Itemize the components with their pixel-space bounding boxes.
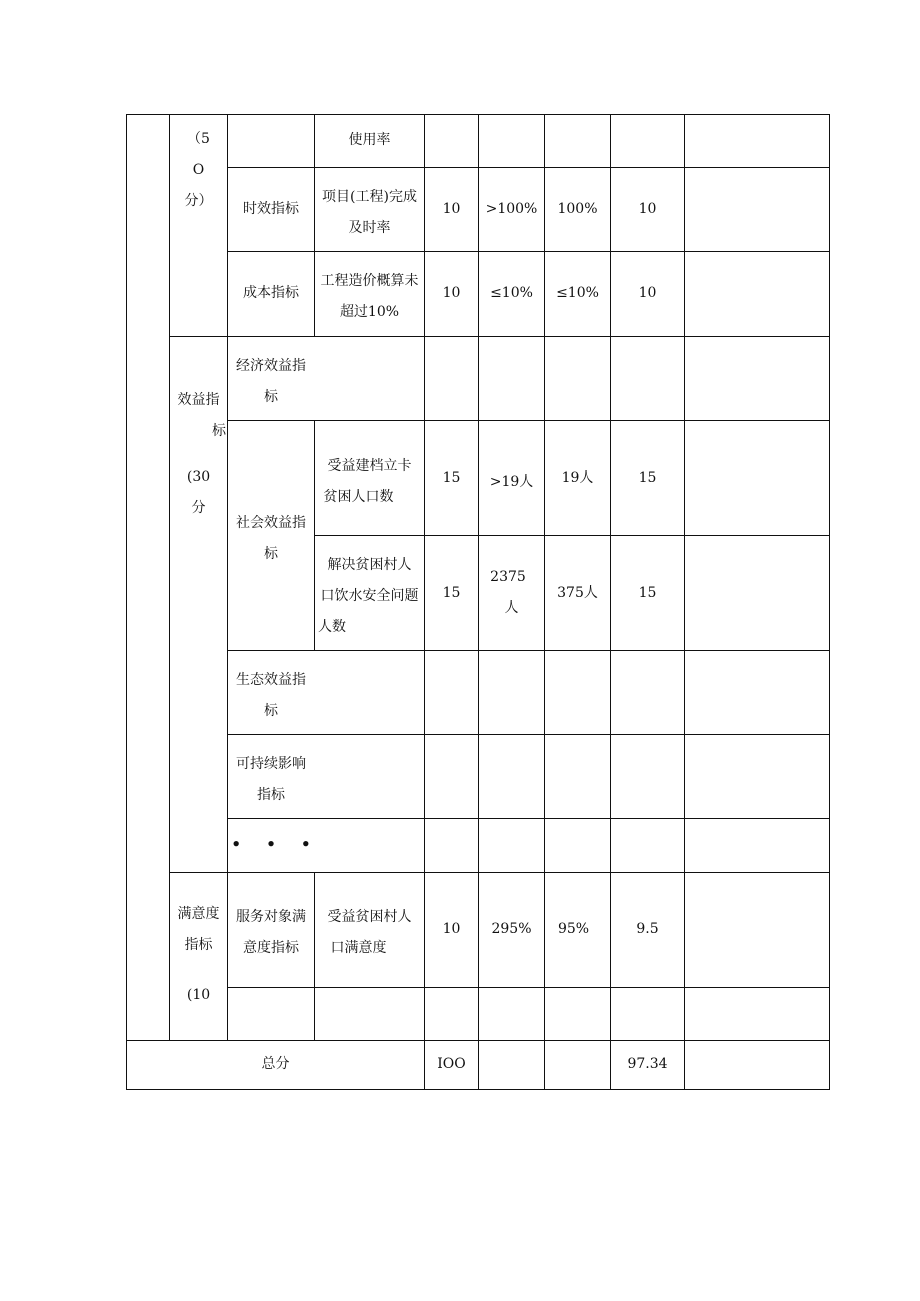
social-subcategory-line2: 标 [264,546,278,562]
row-line [227,167,830,168]
border-right [829,114,830,1090]
time-actual: 100% [557,201,598,217]
time-target: >100% [485,201,538,217]
benefit-score-line2: 分 [191,500,206,516]
benefit-score-line1: (30 [186,469,211,485]
social-row1-indicator-line1: 受益建档立卡 [327,458,412,474]
row-line [227,251,830,252]
satisfaction-indicator-line2: 口满意度 [330,940,387,956]
social-row2-actual: 375人 [557,585,598,601]
social-subcategory-line1: 社会效益指 [236,515,306,531]
economic-subcategory-line1: 经济效益指 [236,358,306,374]
output-score-line3: 分） [184,193,213,209]
satisfaction-label-line2: 指标 [184,937,213,953]
output-score-line2: O [192,162,205,178]
satisfaction-subcategory-line2: 意度指标 [243,940,299,956]
cost-target: ≤10% [490,285,533,301]
satisfaction-target: 295% [491,921,532,937]
social-row2-indicator-line3: 人数 [318,619,346,635]
cost-indicator-line2: 超过10% [339,304,400,320]
sustainable-subcategory-line2: 指标 [257,787,285,803]
social-row2-indicator-line2: 口饮水安全问题 [320,588,419,604]
social-row2-indicator-line1: 解决贫困村人 [327,557,412,573]
time-indicator-line2: 及时率 [348,220,391,236]
total-label: 总分 [261,1056,290,1072]
row-line [314,535,830,536]
time-subcategory: 时效指标 [243,201,299,217]
sustainable-subcategory-line1: 可持续影响 [236,756,306,772]
time-score: 10 [638,201,657,217]
usage-indicator: 使用率 [348,132,391,148]
row-line [227,987,830,988]
time-weight: 10 [442,201,461,217]
ellipsis-row: • • • [231,835,321,853]
cost-subcategory: 成本指标 [243,285,299,301]
social-row1-indicator-line2: 贫困人口数 [323,489,394,505]
economic-subcategory-line2: 标 [264,389,278,405]
border-left [126,114,127,1090]
row-line [227,420,830,421]
satisfaction-label-line1: 满意度 [177,906,220,922]
social-row2-weight: 15 [442,585,461,601]
social-row2-target-line1: 2375 [490,569,526,585]
satisfaction-indicator-line1: 受益贫困村人 [327,909,412,925]
col-line [684,114,685,1090]
output-score-line1: （5 [187,131,210,147]
social-row1-score: 15 [638,470,657,486]
cost-score: 10 [638,285,657,301]
row-line [227,818,830,819]
row-line [170,336,830,337]
cost-indicator-line1: 工程造价概算未 [320,273,419,289]
satisfaction-subcategory-line1: 服务对象满 [236,909,306,925]
ecological-subcategory-line2: 标 [264,703,278,719]
satisfaction-score: 9.5 [636,921,659,937]
satisfaction-actual: 95% [557,921,590,937]
social-row2-score: 15 [638,585,657,601]
social-row1-weight: 15 [442,470,461,486]
time-indicator-line1: 项目(工程)完成 [322,189,417,205]
total-weight: IOO [437,1056,466,1072]
cost-actual: ≤10% [556,285,599,301]
satisfaction-score-line1: (10 [186,987,211,1003]
total-score: 97.34 [627,1056,668,1072]
cost-weight: 10 [442,285,461,301]
ecological-subcategory-line1: 生态效益指 [236,672,306,688]
benefit-label-line1: 效益指 [177,392,220,408]
social-row1-actual: 19人 [561,470,594,486]
benefit-label-line2: 标 [212,423,226,439]
row-line [170,872,830,873]
row-line [227,734,830,735]
satisfaction-weight: 10 [442,921,461,937]
row-line [227,650,830,651]
social-row2-target-line2: 人 [504,600,519,616]
social-row1-target: >19人 [489,474,534,490]
